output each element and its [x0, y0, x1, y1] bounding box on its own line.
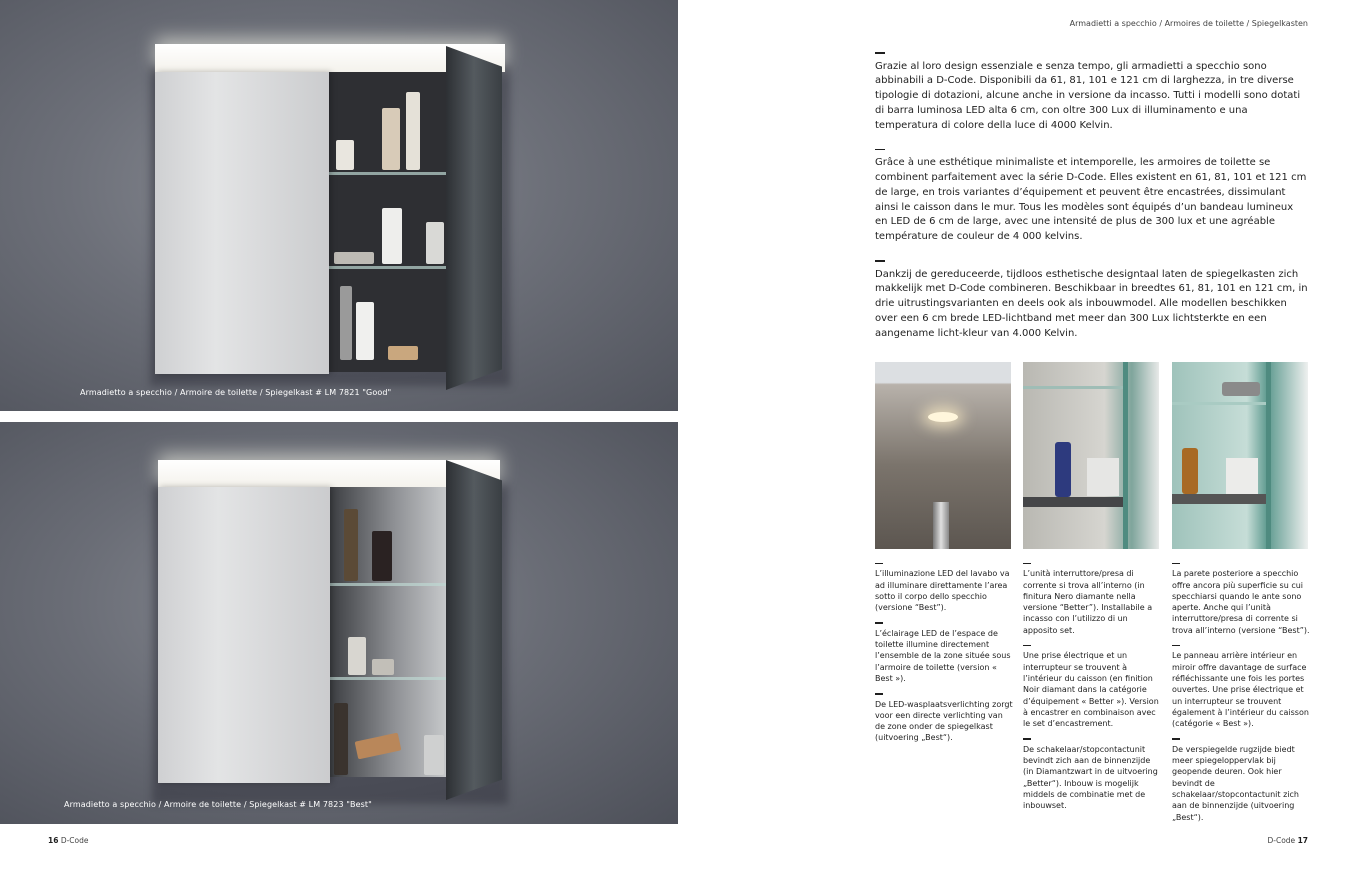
caption-text: L’éclairage LED de l’espace de toilette illumine directement l’ensemble de la zone située sous l’armoire de toilette (version « Best »). [875, 628, 1011, 683]
dash-marker [875, 622, 883, 623]
dash-marker [1023, 645, 1031, 646]
caption-text: L’illuminazione LED del lavabo va ad illuminare direttamente l’area sotto il corpo dello specchio (versione “Best”). [875, 569, 1010, 613]
publication-name: D-Code [60, 836, 89, 845]
publication-name: D-Code [1267, 836, 1296, 845]
caption-text: Le panneau arrière intérieur en miroir offre davantage de surface réfléchissante une fois les portes ouvertes. Une prise électrique et un interrupteur se trouvent également à l’intérieur du caisson (catégorie « Best »). [1172, 651, 1309, 729]
product-photo-bottom [0, 422, 678, 824]
intro-paragraph-nl [875, 260, 1308, 342]
dash-marker [875, 693, 883, 694]
caption-text: L’unità interruttore/presa di corrente si trova all’interno (in finitura Nero diamante nella versione “Better”). Installabile a incasso con l’utilizzo di un apposito set. [1023, 569, 1153, 635]
cabinet-interior-mirrored [328, 487, 448, 777]
caption-note-fr [875, 622, 1013, 684]
caption-note-nl [1172, 738, 1310, 822]
intro-text-it: Grazie al loro design essenziale e senza tempo, gli armadietti a specchio sono abbinabili a D-Code. Disponibili da 61, 81, 101 e 121 cm di larghezza, in tre diverse tipologie di dotazioni, alcune anche in versione da incasso. Tutti i modelli sono dotati di barra luminosa LED alta 6 cm, con oltre 300 Lux di illuminamento e una temperatura di colore della luce di 4000 Kelvin. [875, 60, 1301, 131]
cabinet-door-open [446, 460, 502, 800]
page-number: 17 [1297, 836, 1308, 845]
intro-paragraph-fr [875, 149, 1308, 245]
intro-paragraph-it [875, 52, 1308, 134]
caption-text: De LED-wasplaatsverlichting zorgt voor een directe verlichting van de zone onder de spiegelkast (uitvoering „Best“). [875, 699, 1013, 743]
caption-note-fr [1023, 645, 1161, 729]
caption-column-3 [1172, 563, 1310, 832]
dash-marker [875, 52, 885, 54]
caption-note-fr [1172, 645, 1310, 729]
intro-text [875, 52, 1308, 357]
caption-note-nl [1023, 738, 1161, 811]
caption-note-it [1023, 563, 1161, 636]
page-number-left [48, 836, 89, 845]
cabinet-door-open [446, 46, 502, 390]
caption-column-2 [1023, 563, 1161, 821]
section-title: Armadietti a specchio / Armoires de toilette / Spiegelkasten [1069, 19, 1308, 28]
dash-marker [1172, 563, 1180, 564]
page-number-right [1267, 836, 1308, 845]
dash-marker [875, 563, 883, 564]
cabinet-interior [328, 72, 446, 372]
dash-marker [875, 260, 885, 262]
detail-photo-led-lighting [875, 362, 1011, 549]
product-photo-top [0, 0, 678, 411]
intro-text-fr: Grâce à une esthétique minimaliste et intemporelle, les armoires de toilette se combinent parfaitement avec la série D-Code. Elles existent en 61, 81, 101 et 121 cm de large, en trois variantes d’équipement et peuvent être encastrées, dissimulant ainsi le caisson dans le mur. Tous les modèles sont équipés d’un bandeau lumineux en LED de 6 cm de large, avec une intensité de plus de 300 lux et une agréable température de couleur de 4 000 kelvins. [875, 157, 1307, 243]
caption-text: Une prise électrique et un interrupteur se trouvent à l’intérieur du caisson (en finition Noir diamant dans la catégorie d’équipement « Better »). Version à encastrer en combinaison avec le set d’encastrement. [1023, 651, 1159, 729]
caption-text: De schakelaar/stopcontactunit bevindt zich aan de binnenzijde (in Diamantzwart in de uitvoering „Better“). Inbouw is mogelijk middels de combinatie met de inbouwset. [1023, 744, 1158, 811]
dash-marker [1023, 563, 1031, 564]
cabinet-door-left [155, 72, 329, 374]
detail-photo-mirrored-back [1172, 362, 1308, 549]
cabinet-door-left [158, 487, 330, 783]
dash-marker [1172, 738, 1180, 739]
caption-text: De verspiegelde rugzijde biedt meer spiegeloppervlak bij geopende deuren. Ook hier bevindt de schakelaar/stopcontactunit zich aan de binnenzijde (uitvoering „Best“). [1172, 744, 1299, 822]
photo-caption-bottom: Armadietto a specchio / Armoire de toilette / Spiegelkast # LM 7823 "Best" [64, 800, 372, 809]
caption-note-it [875, 563, 1013, 613]
caption-text: La parete posteriore a specchio offre ancora più superficie su cui specchiarsi quando le ante sono aperte. Anche qui l’unità interruttore/presa di corrente si trova all’interno (versione “Best”). [1172, 569, 1310, 635]
dash-marker [875, 149, 885, 151]
page-number: 16 [48, 836, 59, 845]
caption-note-it [1172, 563, 1310, 636]
intro-text-nl: Dankzij de gereduceerde, tijdloos esthetische designtaal laten de spiegelkasten zich makkelijk met D-Code combineren. Beschikbaar in breedtes 61, 81, 101 en 121 cm, in drie uitrustingsvarianten en deels ook als inbouwmodel. Alle modellen beschikken over een 6 cm brede LED-lichtband met meer dan 300 Lux lichtsterkte en een aangename licht-kleur van 4.000 Kelvin. [875, 268, 1308, 339]
dash-marker [1023, 738, 1031, 739]
photo-caption-top: Armadietto a specchio / Armoire de toilette / Spiegelkast # LM 7821 "Good" [80, 388, 392, 397]
caption-note-nl [875, 693, 1013, 743]
caption-column-1 [875, 563, 1013, 753]
detail-photo-switch-socket [1023, 362, 1159, 549]
dash-marker [1172, 645, 1180, 646]
